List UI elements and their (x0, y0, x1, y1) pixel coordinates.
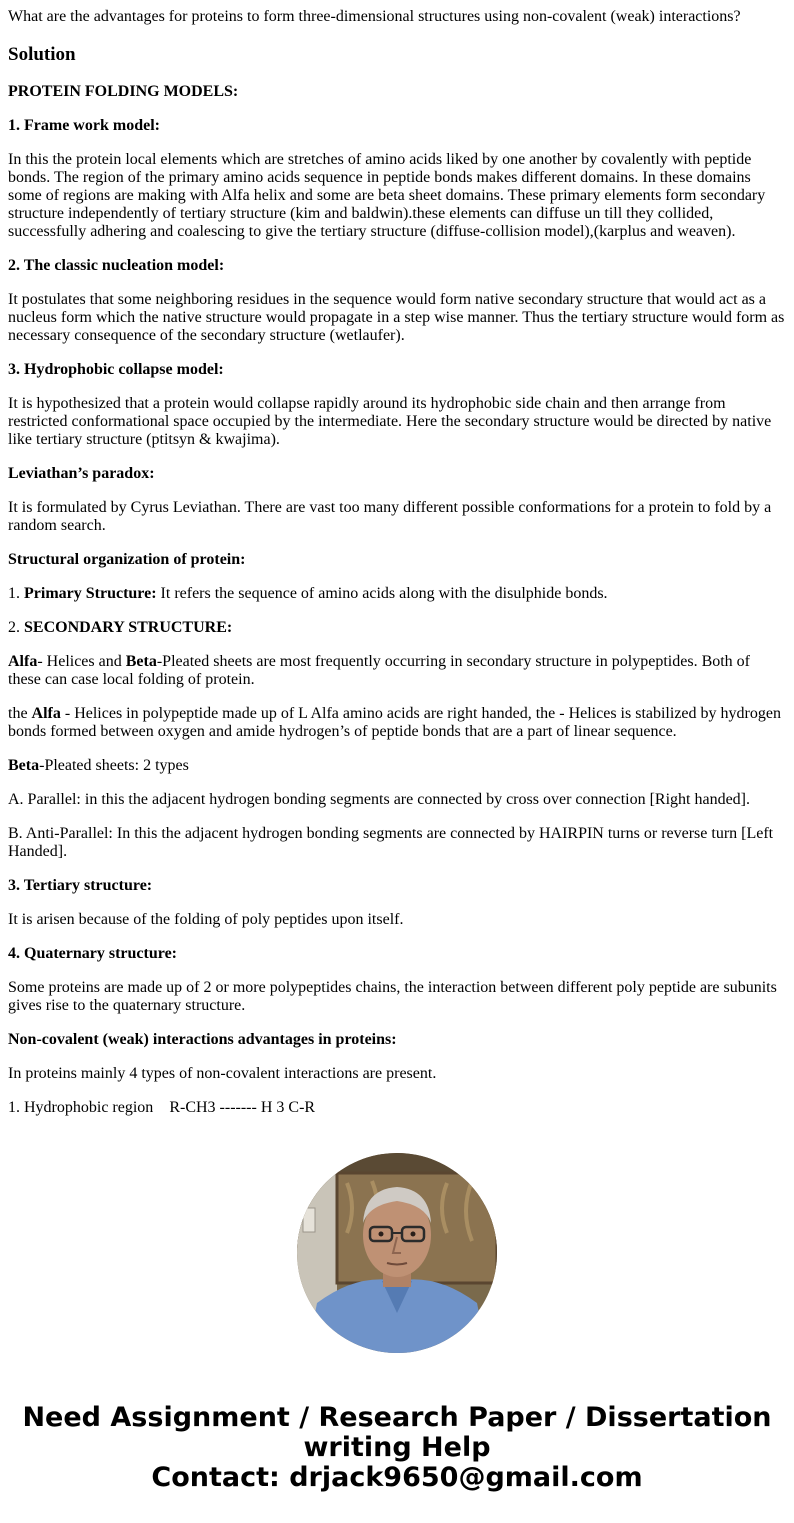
nucleation-text: It postulates that some neighboring residues in the sequence would form native secondary structure that would act as a nucleus form which the native structure would propagate in a step wise manner. Thus the tertiary structure would form as necessary consequence of the secondary structure (wetlaufer). (8, 291, 785, 344)
paradox-heading: Leviathan’s paradox: (8, 465, 155, 482)
hydrophobic-heading: 3. Hydrophobic collapse model: (8, 361, 224, 378)
banner-contact-email: Contact: drjack9650@gmail.com (151, 1462, 643, 1493)
avatar (297, 1153, 497, 1353)
tertiary-heading: 3. Tertiary structure: (8, 877, 153, 894)
beta-sheets-paragraph: Beta-Pleated sheets: 2 types (8, 757, 189, 774)
antiparallel-text: B. Anti-Parallel: In this the adjacent hydrogen bonding segments are connected by HAIRPIN turns or reverse turn [Left Handed]. (8, 825, 774, 860)
hydrophobic-text: It is hypothesized that a protein would collapse rapidly around its hydrophobic side chain and then arrange from restricted conformational space occupied by the intermediate. Here the secondary structure would be directed by native like tertiary structure (ptitsyn & kwajima). (8, 395, 772, 448)
solution-heading: Solution (8, 44, 76, 65)
framework-text: In this the protein local elements which are stretches of amino acids liked by one another by covalently with peptide bonds. The region of the primary amino acids sequence in peptide bonds makes different domains. In these domains some of regions are making with Alfa helix and some are beta sheet domains. These primary elements form secondary structure independently of tertiary structure (kim and baldwin).these elements can diffuse un till they collided, successfully adhering and coalescing to give the tertiary structure (diffuse-collision model),(karplus and weaven). (8, 151, 766, 240)
document (8, 0, 786, 1117)
tertiary-text: It is arisen because of the folding of poly peptides upon itself. (8, 911, 404, 928)
paradox-text: It is formulated by Cyrus Leviathan. There are vast too many different possible conformations for a protein to fold by a random search. (8, 499, 772, 534)
noncovalent-heading: Non-covalent (weak) interactions advantages in proteins: (8, 1031, 397, 1048)
primary-structure-item: 1. Primary Structure: It refers the sequence of amino acids along with the disulphide bonds. (8, 585, 608, 602)
nucleation-heading: 2. The classic nucleation model: (8, 257, 225, 274)
banner-line-1: Need Assignment / Research Paper / Dissertation (22, 1402, 772, 1433)
alfa-beta-paragraph: Alfa- Helices and Beta-Pleated sheets are most frequently occurring in secondary structure in polypeptides. Both of these can case local folding of protein. (8, 653, 751, 688)
alfa-helices-paragraph: the Alfa - Helices in polypeptide made up of L Alfa amino acids are right handed, the - Helices is stabilized by hydrogen bonds formed between oxygen and amide hydrogen’s of peptide bonds that are a part of linear sequence. (8, 705, 781, 740)
parallel-text: A. Parallel: in this the adjacent hydrogen bonding segments are connected by cross over connection [Right handed]. (8, 791, 751, 808)
contact-banner (0, 1403, 794, 1493)
structural-heading: Structural organization of protein: (8, 551, 246, 568)
models-heading: PROTEIN FOLDING MODELS: (8, 83, 239, 100)
author-photo (297, 1153, 497, 1353)
banner-line-2: writing Help (303, 1432, 491, 1463)
quaternary-text: Some proteins are made up of 2 or more polypeptides chains, the interaction between different poly peptide are subunits gives rise to the quaternary structure. (8, 979, 777, 1014)
noncovalent-text: In proteins mainly 4 types of non-covalent interactions are present. (8, 1065, 437, 1082)
framework-heading: 1. Frame work model: (8, 117, 160, 134)
quaternary-heading: 4. Quaternary structure: (8, 945, 177, 962)
hydrophobic-region-item: 1. Hydrophobic region R-CH3 ------- H 3 C-R (8, 1099, 316, 1116)
secondary-structure-item: 2. SECONDARY STRUCTURE: (8, 619, 233, 636)
question-text: What are the advantages for proteins to form three-dimensional structures using non-covalent (weak) interactions? (8, 8, 741, 25)
